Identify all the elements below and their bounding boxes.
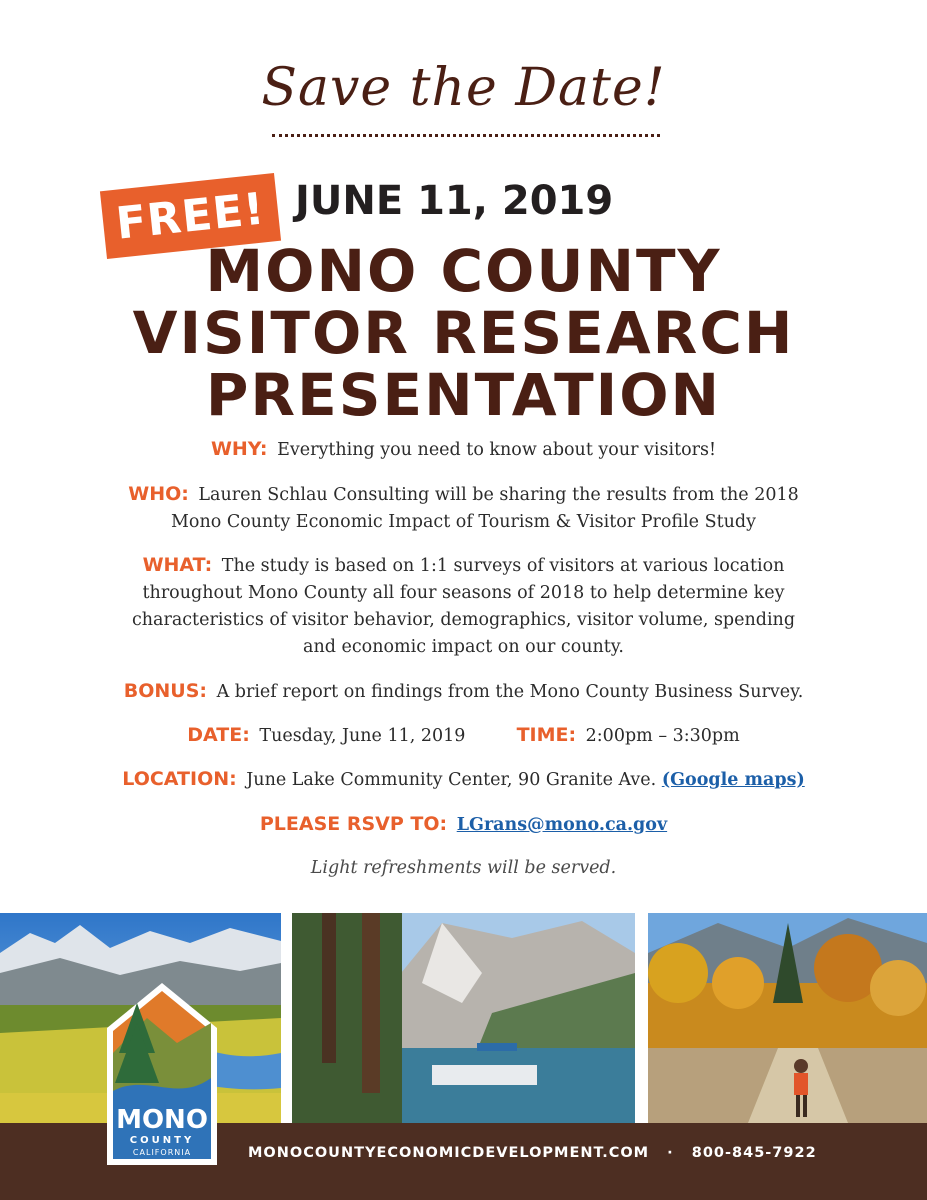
bonus-row	[60, 678, 867, 706]
logo-county-text: COUNTY	[129, 1135, 195, 1146]
why-label: WHY:	[210, 438, 268, 460]
title-line-2: VISITOR RESEARCH	[132, 299, 795, 367]
date-text: Tuesday, June 11, 2019	[259, 726, 466, 746]
google-maps-link[interactable]: (Google maps)	[661, 770, 805, 790]
rsvp-email-link[interactable]: LGrans@mono.ca.gov	[456, 815, 668, 835]
location-row	[60, 766, 867, 794]
location-text: June Lake Community Center, 90 Granite Ave.	[246, 770, 657, 790]
footer-contact	[248, 1145, 817, 1161]
rsvp-label: PLEASE RSVP TO:	[259, 813, 448, 835]
what-text-4: and economic impact on our county.	[303, 637, 624, 657]
bonus-text: A brief report on findings from the Mono County Business Survey.	[216, 682, 804, 702]
refreshments-note: Light refreshments will be served.	[310, 858, 617, 878]
free-badge: FREE!	[100, 173, 281, 259]
why-text: Everything you need to know about your visitors!	[277, 440, 717, 460]
who-row	[60, 481, 867, 536]
rsvp-row	[60, 811, 867, 839]
footer-phone[interactable]: 800-845-7922	[691, 1145, 817, 1161]
what-row	[60, 552, 867, 661]
save-the-date-heading: Save the Date!	[261, 58, 666, 118]
footer-separator: ·	[667, 1145, 674, 1161]
time-label: TIME:	[516, 724, 577, 746]
bonus-label: BONUS:	[123, 680, 207, 702]
what-text-1: The study is based on 1:1 surveys of visitors at various location	[221, 556, 785, 576]
location-label: LOCATION:	[122, 768, 237, 790]
date-time-row	[60, 722, 867, 750]
title-line-3: PRESENTATION	[205, 361, 722, 429]
event-date-heading: JUNE 11, 2019	[295, 178, 614, 224]
logo-california-text: CALIFORNIA	[132, 1148, 192, 1157]
dotted-divider	[272, 134, 660, 137]
who-text-2: Mono County Economic Impact of Tourism & Visitor Profile Study	[171, 512, 756, 532]
why-row	[60, 436, 867, 464]
photo-lake	[292, 913, 635, 1123]
mono-county-logo	[107, 983, 217, 1165]
title-line-1: MONO COUNTY	[205, 237, 722, 305]
what-text-2: throughout Mono County all four seasons of 2018 to help determine key	[142, 583, 785, 603]
footer-website[interactable]: MONOCOUNTYECONOMICDEVELOPMENT.COM	[248, 1145, 650, 1161]
time-text: 2:00pm – 3:30pm	[585, 726, 740, 746]
who-text-1: Lauren Schlau Consulting will be sharing the results from the 2018	[198, 485, 799, 505]
what-label: WHAT:	[142, 554, 213, 576]
photo-trail	[648, 913, 927, 1123]
logo-mono-text: MONO	[116, 1105, 208, 1135]
what-text-3: characteristics of visitor behavior, demographics, visitor volume, spending	[131, 610, 796, 630]
who-label: WHO:	[128, 483, 189, 505]
date-label: DATE:	[187, 724, 250, 746]
